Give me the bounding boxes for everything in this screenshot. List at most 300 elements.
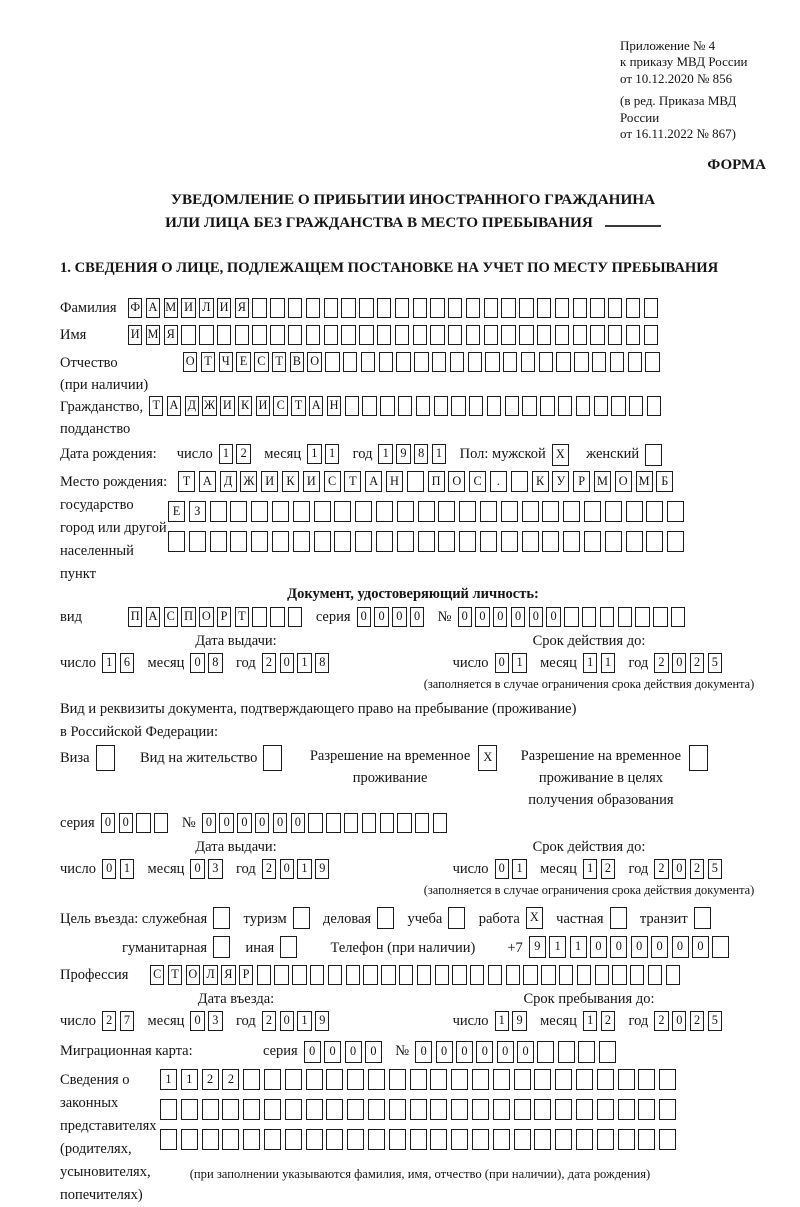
- char-cell: 0: [692, 936, 709, 958]
- char-cell: [555, 298, 569, 318]
- char-cell: [501, 325, 515, 345]
- doc-issue-year-input[interactable]: [262, 653, 333, 673]
- char-cell: [376, 501, 393, 522]
- char-cell: О: [307, 352, 321, 372]
- title-line2: ИЛИ ЛИЦА БЕЗ ГРАЖДАНСТВА В МЕСТО ПРЕБЫВАНИЯ: [60, 212, 766, 235]
- char-cell: [438, 531, 455, 552]
- year-label: год: [352, 445, 373, 462]
- char-cell: [199, 325, 213, 345]
- char-cell: П: [128, 607, 142, 627]
- char-cell: [347, 1129, 364, 1150]
- char-cell: 2: [102, 1011, 116, 1031]
- permit-issue-month-input[interactable]: [190, 859, 226, 879]
- char-cell: [600, 607, 614, 627]
- char-cell: [595, 965, 609, 985]
- char-cell: 5: [708, 653, 722, 673]
- purpose-business-checkbox[interactable]: [377, 907, 397, 929]
- char-cell: [326, 1129, 343, 1150]
- char-cell: О: [448, 471, 465, 492]
- char-cell: 0: [280, 653, 294, 673]
- permit-issue-day-input[interactable]: [102, 859, 138, 879]
- char-cell: 0: [672, 653, 686, 673]
- char-cell: С: [273, 396, 287, 416]
- day-label: число: [452, 860, 489, 877]
- revision-line: (в ред. Приказа МВД России: [620, 93, 737, 125]
- char-cell: [293, 531, 310, 552]
- doc-valid-month-input[interactable]: [583, 653, 619, 673]
- profession-input[interactable]: [150, 965, 683, 985]
- representatives-label-line2: законных: [60, 1094, 119, 1111]
- char-cell: [564, 607, 578, 627]
- char-cell: К: [238, 396, 252, 416]
- birth-day-input[interactable]: [219, 444, 255, 464]
- phone-input[interactable]: [529, 936, 733, 958]
- char-cell: [410, 1099, 427, 1120]
- char-cell: [448, 298, 462, 318]
- char-cell: [555, 1129, 572, 1150]
- char-cell: [594, 396, 608, 416]
- char-cell: 2: [654, 1011, 668, 1031]
- field-birth-date: [60, 444, 766, 466]
- char-cell: [235, 325, 249, 345]
- char-cell: [626, 325, 640, 345]
- purpose-other-label: иная: [245, 939, 275, 956]
- char-cell: [666, 965, 680, 985]
- char-cell: 0: [495, 859, 509, 879]
- annex-line: к приказу МВД России: [620, 54, 748, 70]
- doc-type-label: вид: [60, 608, 82, 625]
- representatives-label-line4: (родителях,: [60, 1140, 132, 1157]
- char-cell: [537, 1041, 554, 1063]
- entry-day-input[interactable]: [102, 1011, 138, 1031]
- char-cell: [160, 1129, 177, 1150]
- char-cell: [181, 325, 195, 345]
- doc-valid-year-input[interactable]: [654, 653, 725, 673]
- doc-issue-values: [60, 653, 412, 674]
- char-cell: Б: [656, 471, 673, 492]
- char-cell: [501, 298, 515, 318]
- char-cell: [574, 352, 588, 372]
- char-cell: [346, 965, 360, 985]
- citizenship-label-line2: подданство: [60, 420, 131, 437]
- char-cell: К: [282, 471, 299, 492]
- char-cell: З: [189, 501, 206, 522]
- char-cell: [432, 352, 446, 372]
- char-cell: С: [254, 352, 268, 372]
- permit-issue-year-input[interactable]: [262, 859, 333, 879]
- mig-number-input[interactable]: [415, 1041, 619, 1063]
- char-cell: [534, 1099, 551, 1120]
- char-cell: Е: [168, 501, 185, 522]
- field-birth-place: [60, 471, 766, 586]
- char-cell: 2: [601, 859, 615, 879]
- entry-month-input[interactable]: [190, 1011, 226, 1031]
- year-label: год: [235, 860, 256, 877]
- char-cell: [485, 352, 499, 372]
- char-cell: [470, 965, 484, 985]
- permit-valid-day-input[interactable]: [495, 859, 531, 879]
- char-cell: 0: [202, 813, 216, 833]
- char-cell: 1: [495, 1011, 509, 1031]
- char-cell: [597, 1099, 614, 1120]
- char-cell: [413, 298, 427, 318]
- mig-series-input[interactable]: [304, 1041, 386, 1063]
- char-cell: [646, 531, 663, 552]
- permit-number-input[interactable]: [202, 813, 451, 833]
- birth-place-inputs: [168, 471, 688, 561]
- char-cell: [285, 1069, 302, 1090]
- char-cell: [399, 965, 413, 985]
- permit-series-input[interactable]: [101, 813, 172, 833]
- permit-valid-year-input[interactable]: [654, 859, 725, 879]
- stay-until-values: [412, 1011, 766, 1032]
- char-cell: [363, 965, 377, 985]
- char-cell: [597, 1069, 614, 1090]
- char-cell: [368, 1069, 385, 1090]
- char-cell: [202, 1129, 219, 1150]
- char-cell: 0: [237, 813, 251, 833]
- char-cell: Я: [235, 298, 249, 318]
- month-label: месяц: [147, 654, 185, 671]
- char-cell: [397, 531, 414, 552]
- doc-series-input[interactable]: [357, 607, 428, 627]
- char-cell: [559, 965, 573, 985]
- char-cell: [416, 396, 430, 416]
- char-cell: 1: [219, 444, 233, 464]
- char-cell: [450, 352, 464, 372]
- char-cell: [573, 325, 587, 345]
- year-label: год: [628, 654, 649, 671]
- purpose-study-checkbox[interactable]: [448, 907, 468, 929]
- char-cell: [608, 298, 622, 318]
- entry-dates: [60, 990, 766, 1032]
- char-cell: 1: [601, 653, 615, 673]
- char-cell: [542, 531, 559, 552]
- purpose-work-checkbox[interactable]: [526, 907, 546, 929]
- revision-line: от 16.11.2022 № 867): [620, 125, 737, 141]
- char-cell: 0: [190, 1011, 204, 1031]
- char-cell: 2: [690, 1011, 704, 1031]
- char-cell: О: [183, 352, 197, 372]
- char-cell: 5: [708, 859, 722, 879]
- char-cell: Т: [291, 396, 305, 416]
- char-cell: [434, 396, 448, 416]
- day-label: число: [452, 654, 489, 671]
- purpose-tourism-checkbox[interactable]: [293, 907, 313, 929]
- birth-place-label-line2: государство: [60, 496, 134, 513]
- char-cell: 9: [315, 859, 329, 879]
- doc-issue-head: Дата выдачи:: [195, 632, 277, 649]
- char-cell: 0: [102, 859, 116, 879]
- birth-place-label-line4: населенный пункт: [60, 542, 134, 582]
- purpose-official-checkbox[interactable]: [213, 907, 233, 929]
- char-cell: [189, 531, 206, 552]
- char-cell: [646, 501, 663, 522]
- char-cell: Л: [203, 965, 217, 985]
- stay-month-input[interactable]: [583, 1011, 619, 1031]
- char-cell: 3: [208, 859, 222, 879]
- char-cell: [519, 325, 533, 345]
- char-cell: 0: [255, 813, 269, 833]
- char-cell: [659, 1069, 676, 1090]
- char-cell: 1: [583, 653, 597, 673]
- char-cell: И: [303, 471, 320, 492]
- doc-valid-day-input[interactable]: [495, 653, 531, 673]
- char-cell: [501, 501, 518, 522]
- char-cell: [210, 501, 227, 522]
- permit-number-label: №: [181, 814, 196, 831]
- char-cell: [466, 298, 480, 318]
- char-cell: 0: [345, 1041, 362, 1063]
- char-cell: [452, 965, 466, 985]
- representatives-row1-input[interactable]: [160, 1069, 680, 1090]
- char-cell: 1: [378, 444, 392, 464]
- char-cell: [612, 965, 626, 985]
- char-cell: [243, 1129, 260, 1150]
- patronymic-label-line2: (при наличии): [60, 376, 149, 393]
- char-cell: [324, 298, 338, 318]
- sex-female-checkbox[interactable]: [645, 444, 665, 466]
- birth-month-input[interactable]: [307, 444, 343, 464]
- char-cell: [635, 607, 649, 627]
- char-cell: [252, 325, 266, 345]
- char-cell: [451, 396, 465, 416]
- char-cell: [541, 965, 555, 985]
- char-cell: 0: [273, 813, 287, 833]
- patronymic-input[interactable]: [183, 352, 663, 372]
- doc-number-input[interactable]: [458, 607, 689, 627]
- entry-date-head: Дата въезда:: [197, 990, 275, 1007]
- name-input[interactable]: [128, 325, 661, 345]
- field-patronymic: [60, 352, 766, 396]
- surname-input[interactable]: [128, 298, 661, 318]
- permit-valid-month-input[interactable]: [583, 859, 619, 879]
- residence-permit-checkbox[interactable]: [263, 745, 285, 771]
- purpose-other-checkbox[interactable]: [280, 936, 300, 958]
- char-cell: [576, 1069, 593, 1090]
- char-cell: [326, 1069, 343, 1090]
- doc-type-input[interactable]: [128, 607, 306, 627]
- char-cell: [252, 607, 266, 627]
- purpose-humanitarian-checkbox[interactable]: [213, 936, 233, 958]
- char-cell: [451, 1069, 468, 1090]
- doc-issue-month-input[interactable]: [190, 653, 226, 673]
- char-cell: [341, 298, 355, 318]
- char-cell: О: [186, 965, 200, 985]
- char-cell: [325, 352, 339, 372]
- doc-issue-col: [60, 632, 412, 692]
- day-label: число: [176, 445, 213, 462]
- char-cell: [210, 531, 227, 552]
- char-cell: [626, 501, 643, 522]
- stay-day-input[interactable]: [495, 1011, 531, 1031]
- char-cell: [430, 325, 444, 345]
- char-cell: 2: [654, 653, 668, 673]
- field-representatives: [60, 1069, 766, 1207]
- char-cell: О: [199, 607, 213, 627]
- char-cell: 0: [672, 859, 686, 879]
- char-cell: [647, 396, 661, 416]
- field-profession: [60, 965, 766, 986]
- char-cell: 0: [291, 813, 305, 833]
- permit-series-label: серия: [60, 814, 95, 831]
- char-cell: [523, 965, 537, 985]
- char-cell: Т: [272, 352, 286, 372]
- char-cell: [503, 352, 517, 372]
- char-cell: 0: [672, 1011, 686, 1031]
- char-cell: 0: [631, 936, 648, 958]
- char-cell: Т: [201, 352, 215, 372]
- char-cell: И: [220, 396, 234, 416]
- char-cell: [368, 1129, 385, 1150]
- char-cell: 2: [236, 444, 250, 464]
- char-cell: М: [636, 471, 653, 492]
- char-cell: [288, 298, 302, 318]
- char-cell: [459, 501, 476, 522]
- purpose-humanitarian-label: гуманитарная: [122, 939, 208, 956]
- char-cell: [314, 531, 331, 552]
- char-cell: [222, 1099, 239, 1120]
- char-cell: [293, 501, 310, 522]
- permit-issue-head: Дата выдачи:: [195, 838, 277, 855]
- char-cell: [466, 325, 480, 345]
- char-cell: [293, 907, 310, 929]
- char-cell: 1: [549, 936, 566, 958]
- citizenship-label: [60, 396, 149, 440]
- purpose-transit-label: транзит: [639, 910, 688, 927]
- char-cell: [243, 1069, 260, 1090]
- char-cell: [418, 531, 435, 552]
- phone-label: Телефон (при наличии): [330, 939, 476, 956]
- field-migration-card: [60, 1041, 766, 1063]
- char-cell: [415, 813, 429, 833]
- purpose-private-checkbox[interactable]: [610, 907, 630, 929]
- field-entry-purpose-2: [60, 936, 766, 960]
- char-cell: X: [526, 907, 543, 929]
- char-cell: [376, 531, 393, 552]
- phone-prefix: +7: [507, 939, 523, 956]
- section1-body: [60, 298, 766, 1207]
- annex-reference: [620, 38, 766, 142]
- char-cell: [618, 607, 632, 627]
- char-cell: [638, 1069, 655, 1090]
- visa-label: Виза: [60, 749, 90, 766]
- char-cell: [398, 396, 412, 416]
- char-cell: [217, 325, 231, 345]
- birth-place-row2-input[interactable]: [168, 501, 688, 522]
- representatives-row2-input[interactable]: [160, 1099, 680, 1120]
- char-cell: 0: [497, 1041, 514, 1063]
- char-cell: [493, 1129, 510, 1150]
- char-cell: [618, 1069, 635, 1090]
- form-label: ФОРМА: [707, 157, 766, 174]
- sex-male-label: Пол: мужской: [459, 445, 546, 462]
- char-cell: [285, 1129, 302, 1150]
- char-cell: 8: [414, 444, 428, 464]
- char-cell: [417, 965, 431, 985]
- representatives-label-line5: усыновителях,: [60, 1163, 151, 1180]
- char-cell: 0: [324, 1041, 341, 1063]
- char-cell: [597, 1129, 614, 1150]
- stay-year-input[interactable]: [654, 1011, 725, 1031]
- char-cell: [433, 813, 447, 833]
- char-cell: [484, 325, 498, 345]
- month-label: месяц: [147, 860, 185, 877]
- char-cell: [381, 965, 395, 985]
- year-label: год: [628, 860, 649, 877]
- char-cell: Т: [149, 396, 163, 416]
- birth-date-label: Дата рождения:: [60, 445, 157, 462]
- char-cell: [694, 907, 711, 929]
- doc-dates: [60, 632, 766, 692]
- char-cell: [324, 325, 338, 345]
- char-cell: [243, 1099, 260, 1120]
- char-cell: [272, 531, 289, 552]
- char-cell: 1: [583, 1011, 597, 1031]
- title-blank-line: [605, 225, 661, 227]
- birth-place-label: [60, 471, 168, 586]
- representatives-row3-input[interactable]: [160, 1129, 680, 1150]
- char-cell: [274, 965, 288, 985]
- edu-permit-checkbox[interactable]: [689, 745, 711, 771]
- birth-year-input[interactable]: [378, 444, 449, 464]
- char-cell: [264, 1129, 281, 1150]
- char-cell: 2: [262, 653, 276, 673]
- birth-place-row3-input[interactable]: [168, 531, 688, 552]
- char-cell: М: [594, 471, 611, 492]
- char-cell: 1: [181, 1069, 198, 1090]
- doc-issue-day-input[interactable]: [102, 653, 138, 673]
- char-cell: 1: [583, 859, 597, 879]
- char-cell: [459, 531, 476, 552]
- char-cell: [270, 325, 284, 345]
- temp-permit-checkbox[interactable]: [478, 745, 500, 771]
- char-cell: 2: [690, 653, 704, 673]
- char-cell: [263, 745, 282, 771]
- char-cell: 0: [517, 1041, 534, 1063]
- visa-checkbox[interactable]: [96, 745, 118, 771]
- char-cell: [468, 352, 482, 372]
- citizenship-input[interactable]: [149, 396, 665, 416]
- char-cell: 0: [672, 936, 689, 958]
- char-cell: [355, 501, 372, 522]
- field-permit-series: [60, 813, 766, 834]
- representatives-label-line6: попечителях): [60, 1186, 143, 1203]
- doc-valid-values: [412, 653, 766, 674]
- purpose-transit-checkbox[interactable]: [694, 907, 714, 929]
- char-cell: И: [181, 298, 195, 318]
- char-cell: [347, 1099, 364, 1120]
- char-cell: [326, 813, 340, 833]
- entry-year-input[interactable]: [262, 1011, 333, 1031]
- char-cell: А: [167, 396, 181, 416]
- temp-permit-label: [310, 745, 470, 789]
- char-cell: [341, 325, 355, 345]
- char-cell: [377, 298, 391, 318]
- char-cell: М: [146, 325, 160, 345]
- char-cell: [414, 352, 428, 372]
- char-cell: [501, 531, 518, 552]
- char-cell: [430, 1099, 447, 1120]
- char-cell: Т: [344, 471, 361, 492]
- sex-male-checkbox[interactable]: [552, 444, 572, 466]
- char-cell: А: [146, 298, 160, 318]
- char-cell: [667, 501, 684, 522]
- char-cell: [359, 325, 373, 345]
- char-cell: С: [324, 471, 341, 492]
- char-cell: [577, 965, 591, 985]
- birth-place-row1-input[interactable]: [178, 471, 688, 492]
